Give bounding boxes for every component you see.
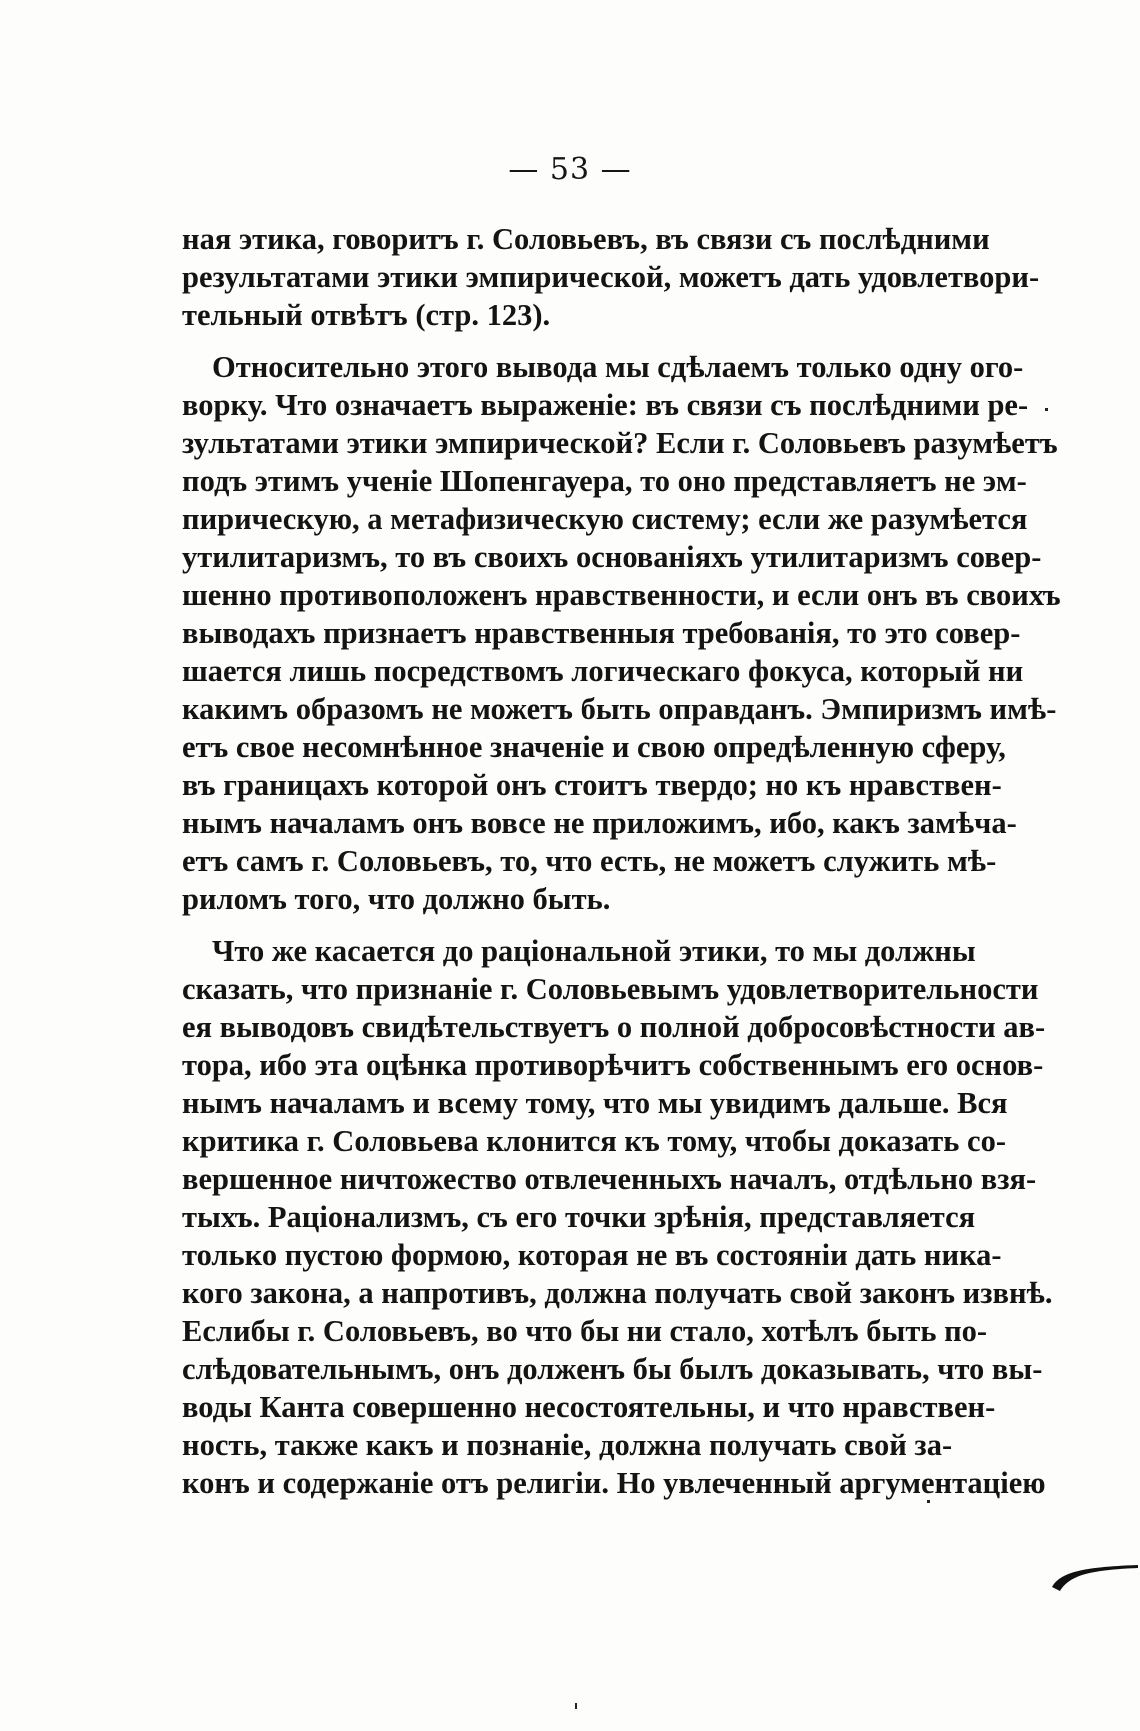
- text-line: риломъ того, что должно быть.: [182, 882, 611, 916]
- text-line: ная этика, говоритъ г. Соловьевъ, въ связи съ послѣдними: [182, 222, 990, 256]
- text-line: шается лишь посредствомъ логическаго фокуса, который ни: [182, 654, 1024, 688]
- text-line: слѣдовательнымъ, онъ долженъ бы былъ доказывать, что вы-: [182, 1352, 1043, 1386]
- text-line: пирическую, а метафизическую систему; если же разумѣется: [182, 502, 1028, 536]
- text-line: тора, ибо эта оцѣнка противорѣчитъ собственнымъ его основ-: [182, 1048, 1044, 1082]
- text-line: тыхъ. Раціонализмъ, съ его точки зрѣнія, представляется: [182, 1200, 976, 1234]
- paragraph-2: [182, 348, 1061, 918]
- text-line: вершенное ничтожество отвлеченныхъ началъ, отдѣльно взя-: [182, 1162, 1037, 1196]
- margin-ink-mark: [1050, 1555, 1140, 1595]
- text-line: конъ и содержаніе отъ религіи. Но увлеченный аргументаціею: [182, 1466, 1046, 1500]
- text-line: ность, также какъ и познаніе, должна получать свой за-: [182, 1428, 953, 1462]
- page-number: — 53 —: [508, 152, 632, 187]
- text-line: нымъ началамъ и всему тому, что мы увидимъ дальше. Вся: [182, 1086, 1008, 1120]
- text-line: шенно противоположенъ нравственности, и если онъ въ своихъ: [182, 578, 1061, 612]
- text-line: етъ самъ г. Соловьевъ, то, что есть, не можетъ служить мѣ-: [182, 844, 997, 878]
- text-line: воды Канта совершенно несостоятельны, и что нравствен-: [182, 1390, 996, 1424]
- text-line: Еслибы г. Соловьевъ, во что бы ни стало, хотѣлъ быть по-: [182, 1314, 988, 1348]
- text-line: зультатами этики эмпирической? Если г. Соловьевъ разумѣетъ: [182, 426, 1058, 460]
- text-line: результатами этики эмпирической, можетъ дать удовлетвори-: [182, 260, 1040, 294]
- paragraph-gap: [182, 918, 934, 932]
- body-text: [182, 220, 1061, 1502]
- paragraph-1: [182, 220, 1040, 334]
- text-line: подъ этимъ ученіе Шопенгауера, то оно представляетъ не эм-: [182, 464, 1027, 498]
- ink-speck: [927, 1500, 930, 1503]
- text-line: ворку. Что означаетъ выраженіе: въ связи съ послѣдними ре-: [182, 388, 1029, 422]
- text-line: Относительно этого вывода мы сдѣлаемъ только одну ого-: [212, 350, 1024, 384]
- paragraph-3: [182, 932, 1053, 1502]
- ink-speck: [1045, 408, 1048, 411]
- text-line: въ границахъ которой онъ стоитъ твердо; но къ нравствен-: [182, 768, 1002, 802]
- text-line: выводахъ признаетъ нравственныя требованія, то это совер-: [182, 616, 1021, 650]
- text-line: кого закона, а напротивъ, должна получать свой законъ извнѣ.: [182, 1276, 1053, 1310]
- text-line: нымъ началамъ онъ вовсе не приложимъ, ибо, какъ замѣча-: [182, 806, 1017, 840]
- ink-speck: [575, 1703, 577, 1709]
- text-line: ея выводовъ свидѣтельствуетъ о полной добросовѣстности ав-: [182, 1010, 1046, 1044]
- text-line: етъ свое несомнѣнное значеніе и свою опредѣленную сферу,: [182, 730, 1006, 764]
- text-line: тельный отвѣтъ (стр. 123).: [182, 298, 551, 332]
- text-line: критика г. Соловьева клонится къ тому, чтобы доказать со-: [182, 1124, 1006, 1158]
- text-line: сказать, что признаніе г. Соловьевымъ удовлетворительности: [182, 972, 1039, 1006]
- paragraph-gap: [182, 334, 934, 348]
- text-line: Что же касается до раціональной этики, то мы должны: [212, 934, 976, 968]
- text-line: какимъ образомъ не можетъ быть оправданъ. Эмпиризмъ имѣ-: [182, 692, 1057, 726]
- text-line: утилитаризмъ, то въ своихъ основаніяхъ утилитаризмъ совер-: [182, 540, 1042, 574]
- text-line: только пустою формою, которая не въ состояніи дать ника-: [182, 1238, 1002, 1272]
